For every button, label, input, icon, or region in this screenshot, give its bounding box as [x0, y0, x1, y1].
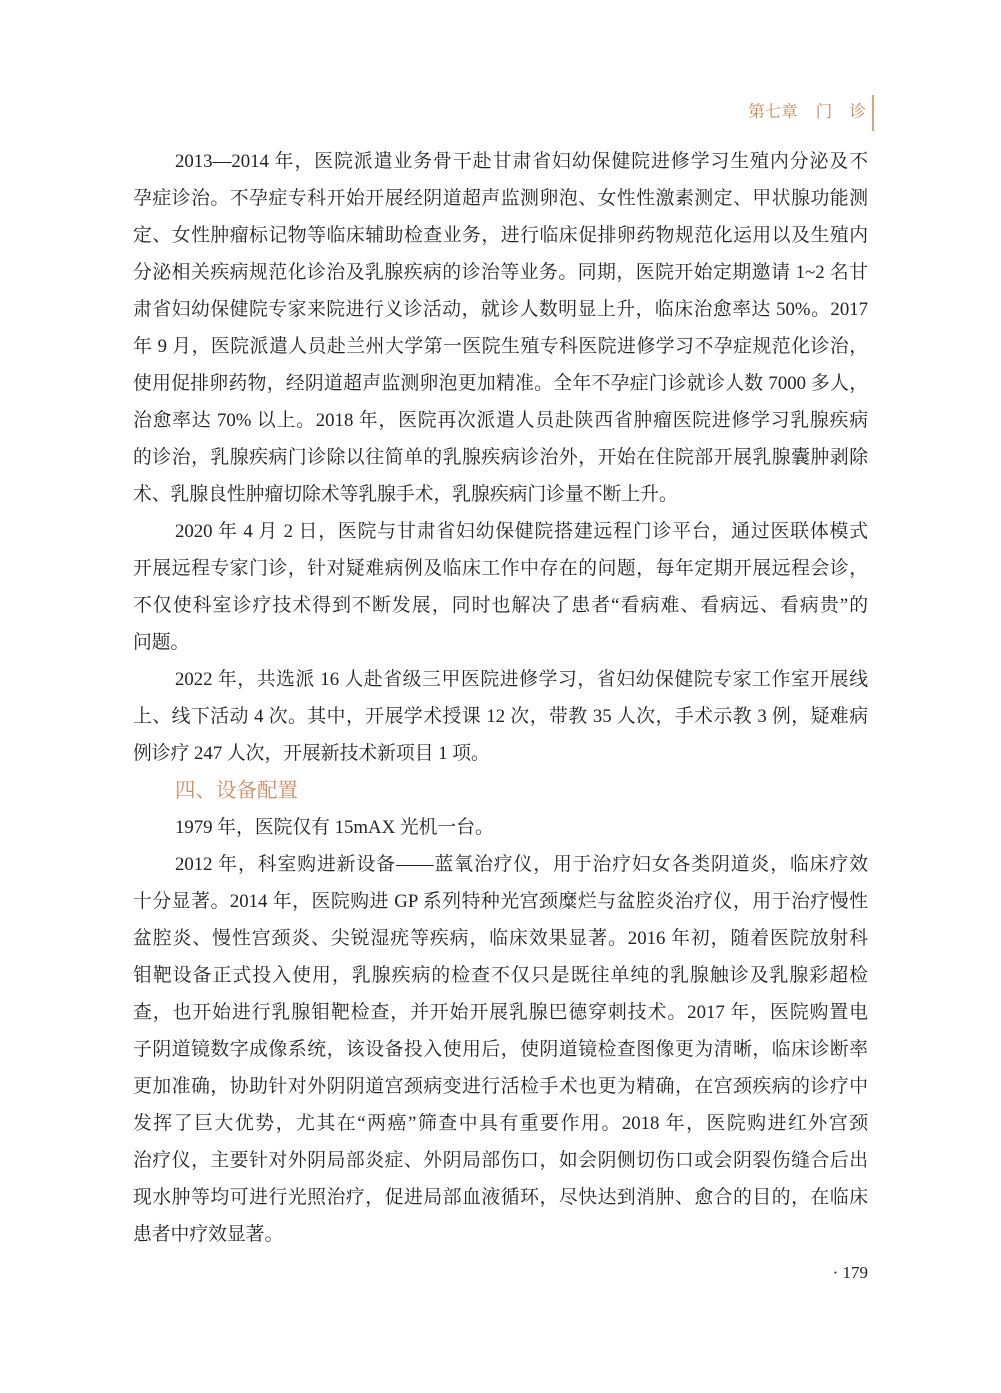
text-line: 患者中疗效显著。 — [133, 1223, 284, 1245]
text-line: 十分显著。2014 年，医院购进 GP 系列特种光宫颈糜烂与盆腔炎治疗仪，用于治疗慢性 — [133, 890, 868, 912]
text-line: 2012 年，科室购进新设备——蓝氧治疗仪，用于治疗妇女各类阴道炎，临床疗效 — [175, 853, 868, 875]
text-line: 查，也开始进行乳腺钼靶检查，并开始开展乳腺巴德穿刺技术。2017 年，医院购置电 — [133, 1001, 868, 1023]
body-text — [133, 143, 868, 1253]
text-line: 钼靶设备正式投入使用，乳腺疾病的检查不仅只是既往单纯的乳腺触诊及乳腺彩超检 — [133, 964, 868, 986]
text-line: 肃省妇幼保健院专家来院进行义诊活动，就诊人数明显上升，临床治愈率达 50%。2017 — [133, 298, 868, 320]
text-line: 定、女性肿瘤标记物等临床辅助检查业务，进行临床促排卵药物规范化运用以及生殖内 — [133, 224, 868, 246]
text-line: 治疗仪，主要针对外阴局部炎症、外阴局部伤口，如会阴侧切伤口或会阴裂伤缝合后出 — [133, 1149, 868, 1171]
text-line: 2022 年，共选派 16 人赴省级三甲医院进修学习，省妇幼保健院专家工作室开展线 — [175, 668, 868, 690]
text-line: 子阴道镜数字成像系统，该设备投入使用后，使阴道镜检查图像更为清晰，临床诊断率 — [133, 1038, 868, 1060]
paragraph-equipment-2012 — [133, 846, 868, 1253]
header-rule — [872, 95, 874, 131]
text-line: 年 9 月，医院派遣人员赴兰州大学第一医院生殖专科医院进修学习不孕症规范化诊治， — [133, 335, 868, 357]
text-line: 治愈率达 70% 以上。2018 年，医院再次派遣人员赴陕西省肿瘤医院进修学习乳腺疾病 — [133, 409, 868, 431]
paragraph-equipment-1979 — [133, 809, 868, 846]
paragraph-training-2013 — [133, 143, 868, 513]
text-line: 孕症诊治。不孕症专科开始开展经阴道超声监测卵泡、女性性激素测定、甲状腺功能测 — [133, 187, 868, 209]
text-line: 分泌相关疾病规范化诊治及乳腺疾病的诊治等业务。同期，医院开始定期邀请 1~2 名甘 — [133, 261, 868, 283]
text-line: 2013—2014 年，医院派遣业务骨干赴甘肃省妇幼保健院进修学习生殖内分泌及不 — [175, 150, 868, 172]
section-heading: 四、设备配置 — [175, 777, 298, 802]
text-line: 发挥了巨大优势，尤其在“两癌”筛查中具有重要作用。2018 年，医院购进红外宫颈 — [133, 1112, 868, 1134]
text-line: 盆腔炎、慢性宫颈炎、尖锐湿疣等疾病，临床效果显著。2016 年初，随着医院放射科 — [133, 927, 868, 949]
text-line: 更加准确，协助针对外阴阴道宫颈病变进行活检手术也更为精确，在宫颈疾病的诊疗中 — [133, 1075, 868, 1097]
text-line: 上、线下活动 4 次。其中，开展学术授课 12 次，带教 35 人次，手术示教 3 例，疑难病 — [133, 705, 868, 727]
text-line: 的诊治，乳腺疾病门诊除以往简单的乳腺疾病诊治外，开始在住院部开展乳腺囊肿剥除 — [133, 446, 868, 468]
text-line: 使用促排卵药物，经阴道超声监测卵泡更加精准。全年不孕症门诊就诊人数 7000 多人， — [133, 372, 868, 394]
text-line: 问题。 — [133, 631, 190, 653]
text-line: 术、乳腺良性肿瘤切除术等乳腺手术，乳腺疾病门诊量不断上升。 — [133, 483, 678, 505]
text-line: 2020 年 4 月 2 日，医院与甘肃省妇幼保健院搭建远程门诊平台，通过医联体模式 — [175, 520, 868, 542]
text-line: 现水肿等均可进行光照治疗，促进局部血液循环，尽快达到消肿、愈合的目的，在临床 — [133, 1186, 868, 1208]
text-line: 不仅使科室诊疗技术得到不断发展，同时也解决了患者“看病难、看病远、看病贵”的 — [133, 594, 868, 616]
page-number: · 179 — [832, 1263, 868, 1282]
chapter-title: 门 诊 — [815, 102, 866, 121]
chapter-label: 第七章 — [748, 102, 798, 121]
text-line: 1979 年，医院仅有 15mAX 光机一台。 — [175, 816, 494, 838]
running-header — [748, 100, 866, 124]
text-line: 例诊疗 247 人次，开展新技术新项目 1 项。 — [133, 742, 490, 764]
paragraph-training-2022 — [133, 661, 868, 772]
text-line: 开展远程专家门诊，针对疑难病例及临床工作中存在的问题，每年定期开展远程会诊， — [133, 557, 868, 579]
paragraph-remote-clinic-2020 — [133, 513, 868, 661]
